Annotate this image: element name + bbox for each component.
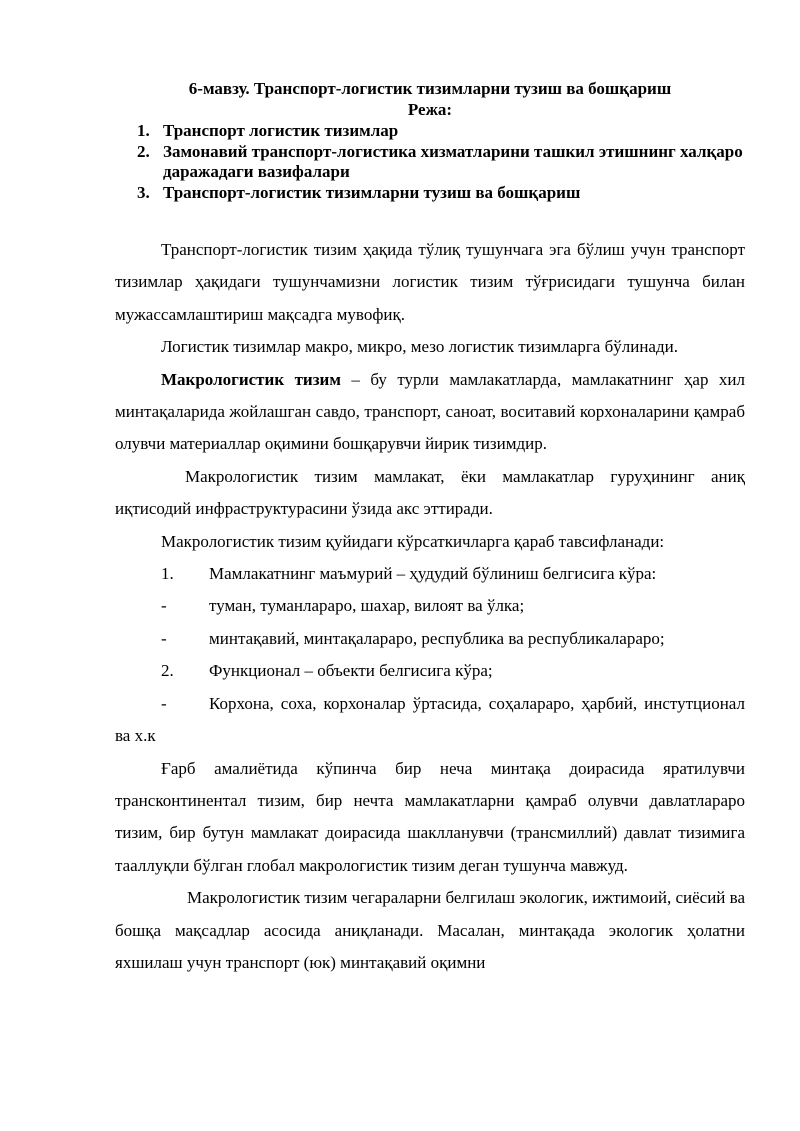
plan-item [115, 183, 745, 204]
list-item [115, 688, 745, 753]
list-item-text: Корхона, соха, корхоналар ўртасида, соҳалараро, ҳарбий, инстутционал ва х.к [115, 693, 745, 746]
paragraph: Транспорт-логистик тизим ҳақида тўлиқ тушунчага эга бўлиш учун транспорт тизимлар ҳақидаги тушунчамизни логистик тизим тўғрисидаги тушунча билан мужассамлаштириш мақсадга мувофиқ. [115, 240, 745, 324]
list-marker: 2. [161, 661, 174, 681]
list-item [115, 655, 745, 687]
body-text [115, 234, 745, 979]
list-item [115, 623, 745, 655]
term-macrologistic: Макрологистик тизим [161, 369, 341, 389]
list-marker: - [161, 628, 167, 648]
plan-heading: Режа: [407, 100, 453, 119]
list-marker: - [161, 596, 167, 616]
paragraph: Макрологистик тизим қуйидаги кўрсаткичларга қараб тавсифланади: [161, 531, 665, 551]
plan-list [115, 121, 745, 203]
list-item-text: Мамлакатнинг маъмурий – ҳудудий бўлиниш белгисига кўра: [209, 564, 657, 584]
paragraph [115, 364, 745, 461]
list-marker: 1. [161, 564, 174, 584]
paragraph: Макрологистик тизим чегараларни белгилаш экологик, ижтимоий, сиёсий ва бошқа мақсадлар асосида аниқланади. Масалан, минтақада экологик ҳолатни яхшилаш учун транспорт (юк) минтақавий оқимни [115, 888, 745, 972]
plan-item-text: Транспорт логистик тизимлар [163, 121, 399, 140]
paragraph: Макрологистик тизим мамлакат, ёки мамлакатлар гуруҳининг аниқ иқтисодий инфраструктурасини ўзида акс эттиради. [115, 466, 745, 519]
paragraph: Ғарб амалиётида кўпинча бир неча минтақа доирасида яратилувчи трансконтинентал тизим, бир нечта мамлакатларни қамраб олувчи давлатлараро тизим, бир бутун мамлакат доирасида шаклланувчи (трансмиллий) давлат тизимига тааллуқли бўлган глобал макрологистик тизим деган тушунча мавжуд. [115, 758, 745, 875]
plan-item [115, 121, 745, 142]
list-item [115, 558, 745, 590]
plan-item-number: 1. [137, 121, 150, 140]
list-item [115, 590, 745, 622]
term-definition: – бу турли мамлакатларда, мамлакатнинг ҳар хил минтақаларида жойлашган савдо, транспорт, саноат, воситавий корхоналарини қамраб олувчи материаллар оқимини бошқарувчи йирик тизимдир. [115, 369, 745, 454]
plan-item-number: 2. [137, 141, 150, 161]
list-item-text: туман, туманлараро, шахар, вилоят ва ўлка; [209, 596, 525, 616]
list-item-text: минтақавий, минтақалараро, республика ва республикалараро; [209, 628, 665, 648]
paragraph: Логистик тизимлар макро, микро, мезо логистик тизимларга бўлинади. [161, 337, 678, 357]
topic-title: 6-мавзу. Транспорт-логистик тизимларни тузиш ва бошқариш [188, 79, 672, 98]
plan-item [115, 142, 745, 183]
plan-item-text: Транспорт-логистик тизимларни тузиш ва бошқариш [163, 182, 581, 202]
plan-item-number: 3. [137, 182, 150, 202]
plan-item-text: Замонавий транспорт-логистика хизматларини ташкил этишнинг халқаро даражадаги вазифалари [163, 141, 743, 181]
list-marker: - [161, 693, 167, 713]
list-item-text: Функционал – объекти белгисига кўра; [209, 661, 493, 681]
